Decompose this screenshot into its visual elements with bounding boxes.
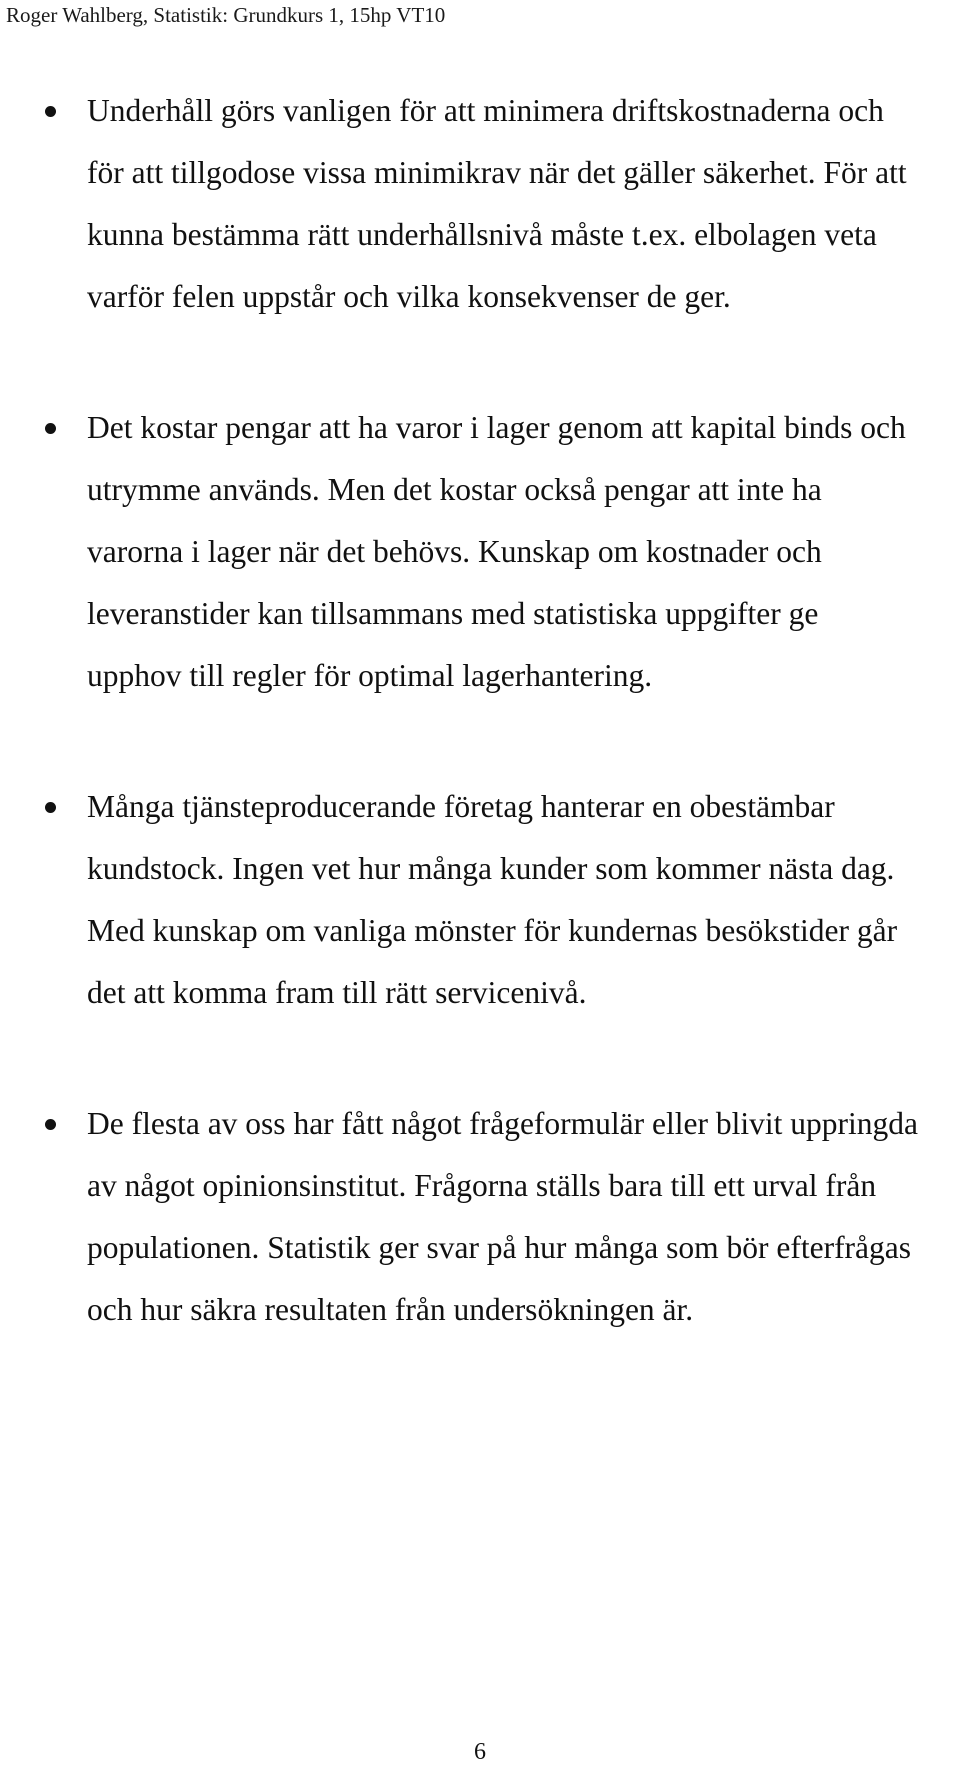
bullet-text: Det kostar pengar att ha varor i lager genom att kapital binds och utrymme används. Men det kostar också pengar att inte ha varorna i lager när det behövs. Kunskap om kostnader och leveranstider kan tillsammans med statistiska uppgifter ge upphov till regler för optimal lagerhantering.: [87, 410, 906, 693]
bullet-text: Underhåll görs vanligen för att minimera driftskostnaderna och för att tillgodose vissa minimikrav när det gäller säkerhet. För att kunna bestämma rätt underhållsnivå måste t.ex. elbolagen veta varför felen uppstår och vilka konsekvenser de ger.: [87, 93, 907, 314]
bullet-icon: [45, 802, 56, 813]
bullet-item-maintenance: [0, 80, 960, 328]
bullet-icon: [45, 106, 56, 117]
bullet-icon: [45, 1119, 56, 1130]
bullet-item-surveys: [0, 1093, 960, 1341]
page-number: 6: [474, 1739, 486, 1765]
page-header: Roger Wahlberg, Statistik: Grundkurs 1, 15hp VT10: [6, 3, 446, 27]
bullet-item-service-level: [0, 776, 960, 1024]
bullet-text: Många tjänsteproducerande företag hanterar en obestämbar kundstock. Ingen vet hur många kunder som kommer nästa dag. Med kunskap om vanliga mönster för kundernas besökstider går det att komma fram till rätt servicenivå.: [87, 789, 898, 1010]
bullet-text: De flesta av oss har fått något frågeformulär eller blivit uppringda av något opinionsinstitut. Frågorna ställs bara till ett urval från populationen. Statistik ger svar på hur många som bör efterfrågas och hur säkra resultaten från undersökningen är.: [87, 1106, 918, 1327]
bullet-list: [0, 80, 960, 1410]
bullet-icon: [45, 423, 56, 434]
bullet-item-inventory: [0, 397, 960, 707]
